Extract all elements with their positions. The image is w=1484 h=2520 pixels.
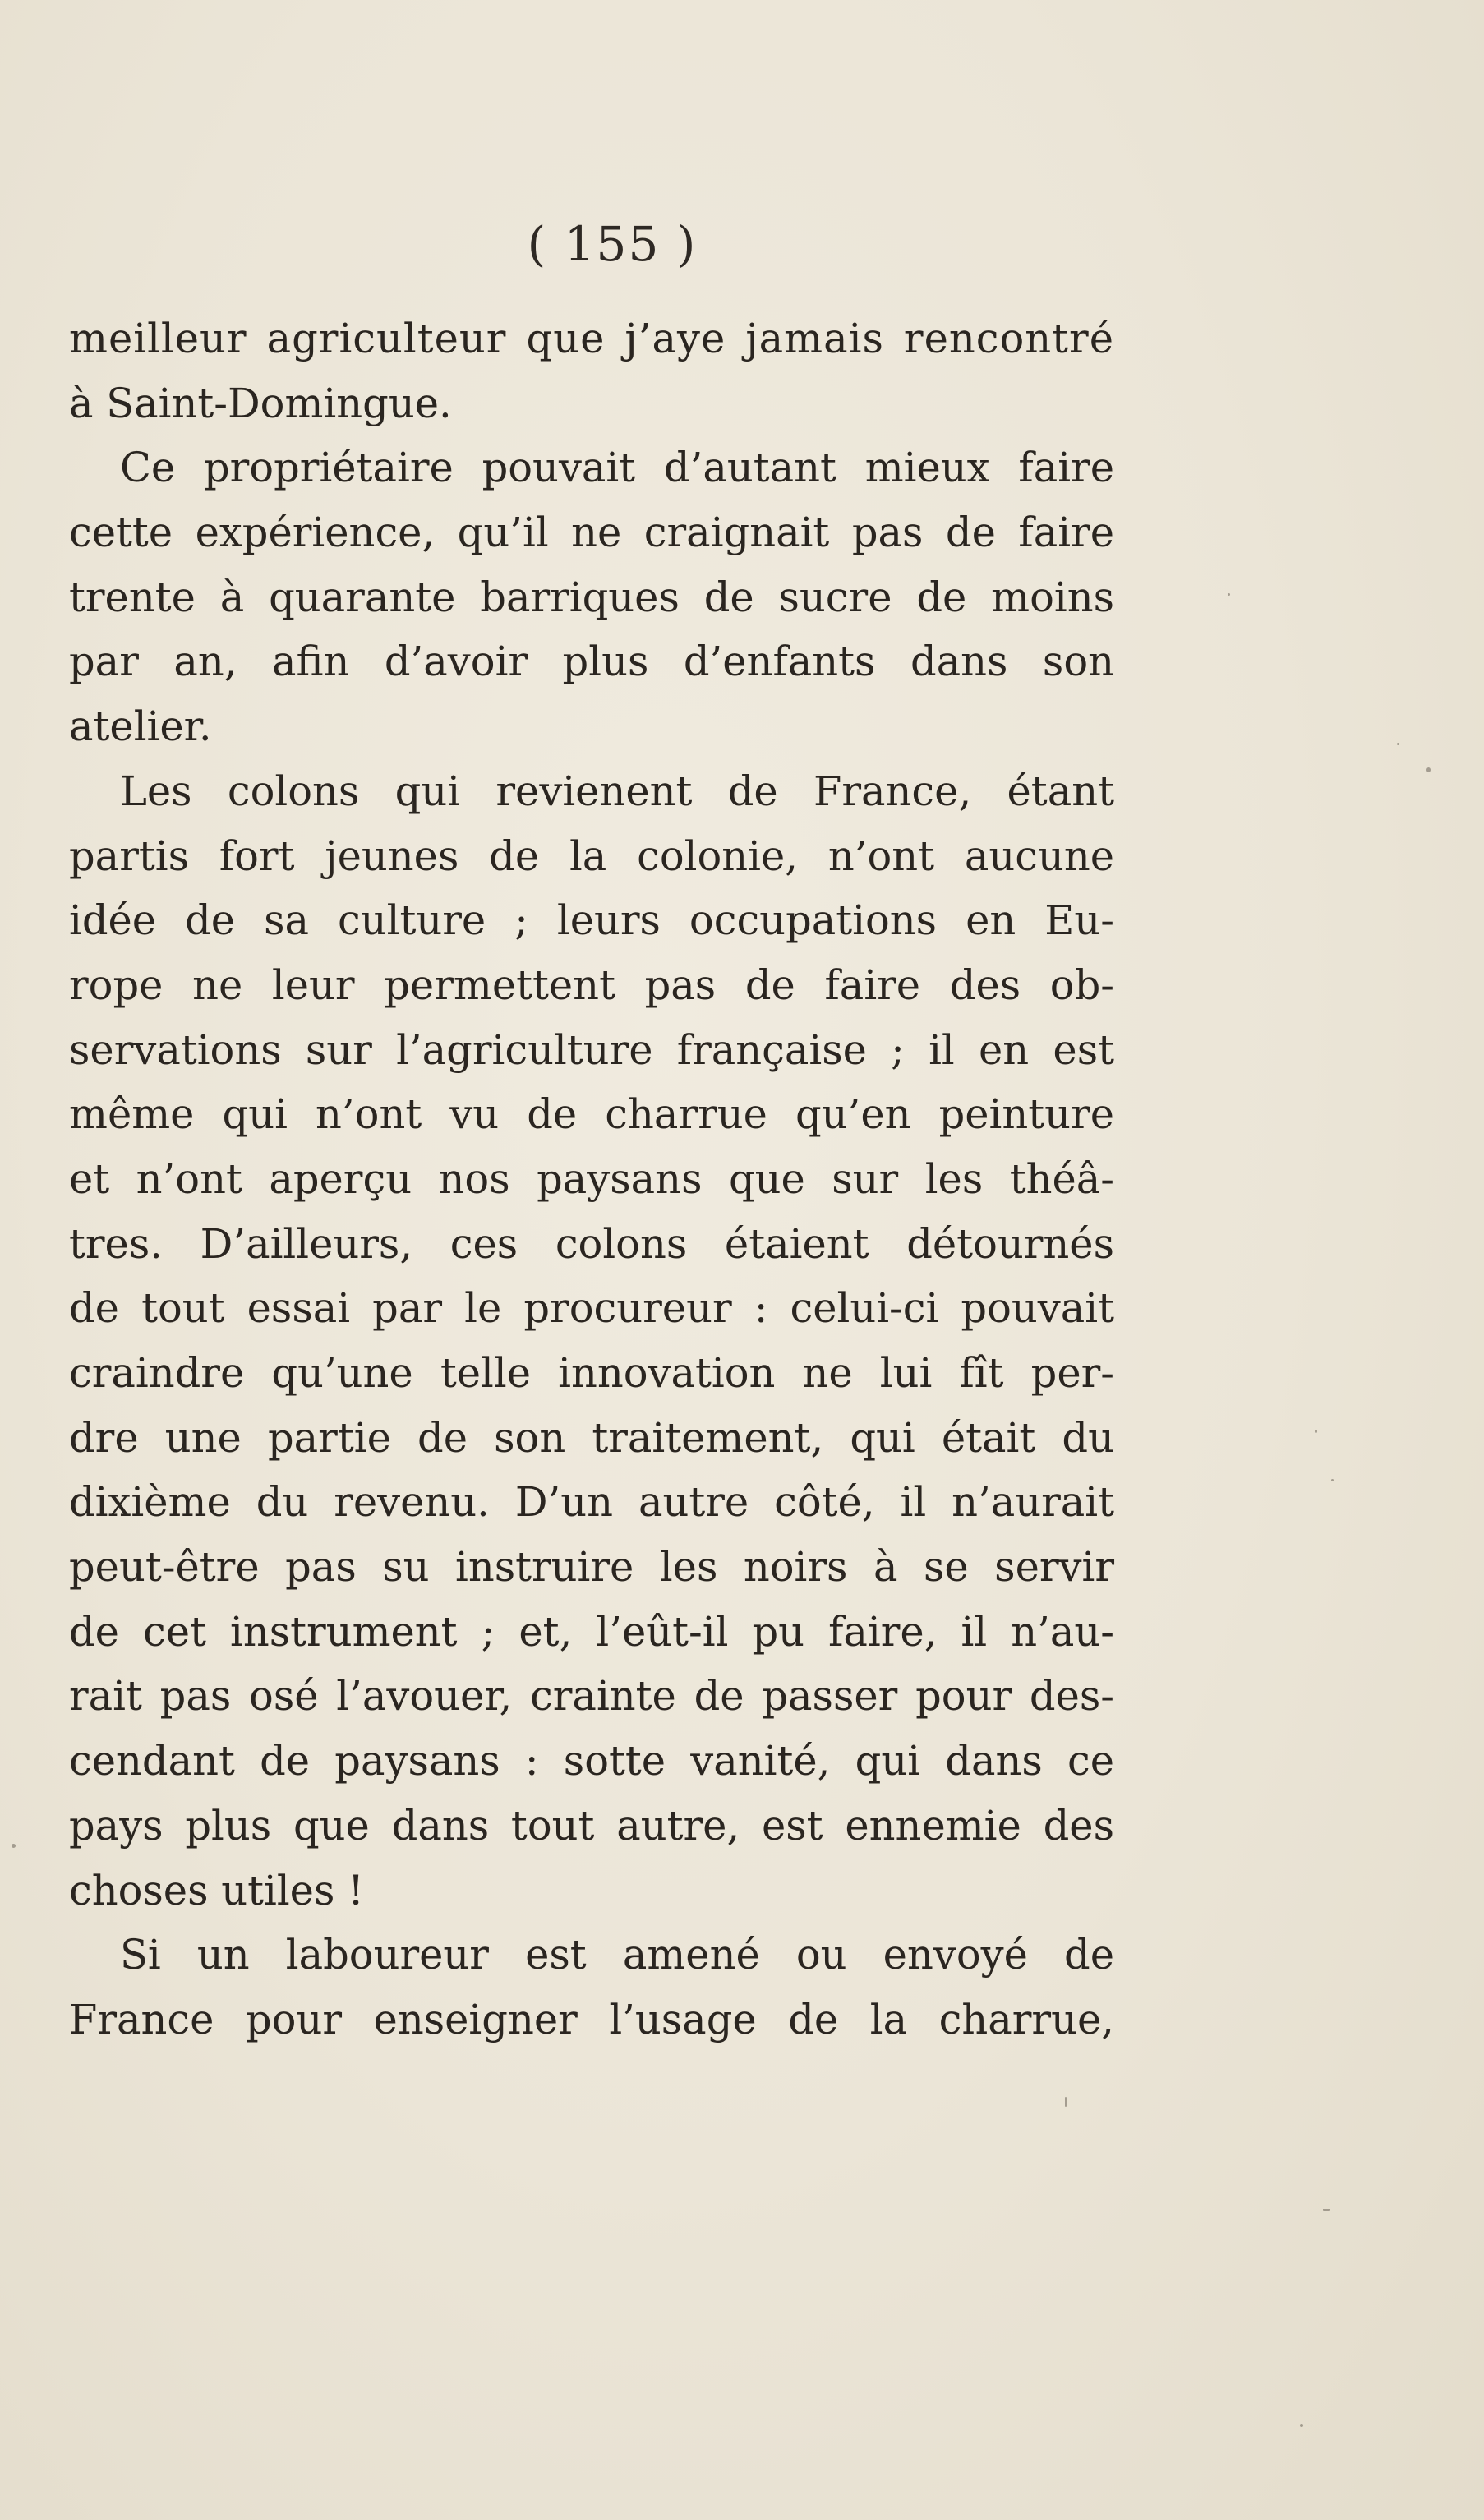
paper-speck <box>1397 743 1399 745</box>
text-line-7: atelier. <box>69 703 212 751</box>
paper-speck <box>1315 1430 1317 1433</box>
text-line-21: de cet instrument ; et, l’eût-il pu faire, il n’au- <box>69 1607 1114 1656</box>
text-line-11: rope ne leur permettent pas de faire des ob- <box>69 961 1114 1009</box>
text-line-6: par an, afin d’avoir plus d’enfants dans son <box>69 638 1114 686</box>
text-line-23: cendant de paysans : sotte vanité, qui dans ce <box>69 1737 1114 1785</box>
text-line-3: Ce propriétaire pouvait d’autant mieux faire <box>120 444 1114 492</box>
text-line-27: France pour enseigner l’usage de la charrue, <box>69 1995 1114 2043</box>
paper-speck <box>1300 2424 1303 2427</box>
text-line-22: rait pas osé l’avouer, crainte de passer pour des- <box>69 1672 1114 1721</box>
text-line-13: même qui n’ont vu de charrue qu’en peinture <box>69 1090 1114 1139</box>
text-line-4: cette expérience, qu’il ne craignait pas de faire <box>69 509 1114 557</box>
paper-speck <box>1426 767 1431 772</box>
text-line-14: et n’ont aperçu nos paysans que sur les théâ- <box>69 1154 1114 1203</box>
body-text <box>69 306 1114 2052</box>
text-line-1: meilleur agriculteur que j’aye jamais rencontré <box>69 315 1114 362</box>
text-line-24: pays plus que dans tout autre, est ennemie des <box>69 1801 1114 1850</box>
text-line-15: tres. D’ailleurs, ces colons étaient détournés <box>69 1219 1114 1268</box>
text-line-2: à Saint-Domingue. <box>69 379 452 427</box>
text-line-12: servations sur l’agriculture française ; il en est <box>69 1025 1114 1074</box>
paper-speck <box>1228 593 1230 596</box>
text-line-8: Les colons qui revienent de France, étant <box>120 767 1114 815</box>
text-line-5: trente à quarante barriques de sucre de moins <box>69 573 1114 621</box>
text-line-17: craindre qu’une telle innovation ne lui fît per- <box>69 1349 1114 1397</box>
text-line-16: de tout essai par le procureur : celui-ci pouvait <box>69 1284 1114 1333</box>
text-line-26: Si un laboureur est amené ou envoyé de <box>120 1931 1114 1979</box>
text-line-19: dixième du revenu. D’un autre côté, il n’aurait <box>69 1478 1114 1527</box>
paper-speck <box>1323 2209 1330 2211</box>
text-line-25: choses utiles ! <box>69 1866 364 1914</box>
page-number: ( 155 ) <box>527 216 698 272</box>
text-line-20: peut-être pas su instruire les noirs à se servir <box>69 1543 1114 1592</box>
text-line-10: idée de sa culture ; leurs occupations en Eu- <box>69 896 1114 945</box>
text-line-9: partis fort jeunes de la colonie, n’ont aucune <box>69 832 1114 880</box>
paper-speck <box>1065 2097 1067 2107</box>
paper-speck <box>1331 1479 1334 1481</box>
paper-speck <box>12 1844 16 1848</box>
text-line-18: dre une partie de son traitement, qui était du <box>69 1413 1114 1462</box>
